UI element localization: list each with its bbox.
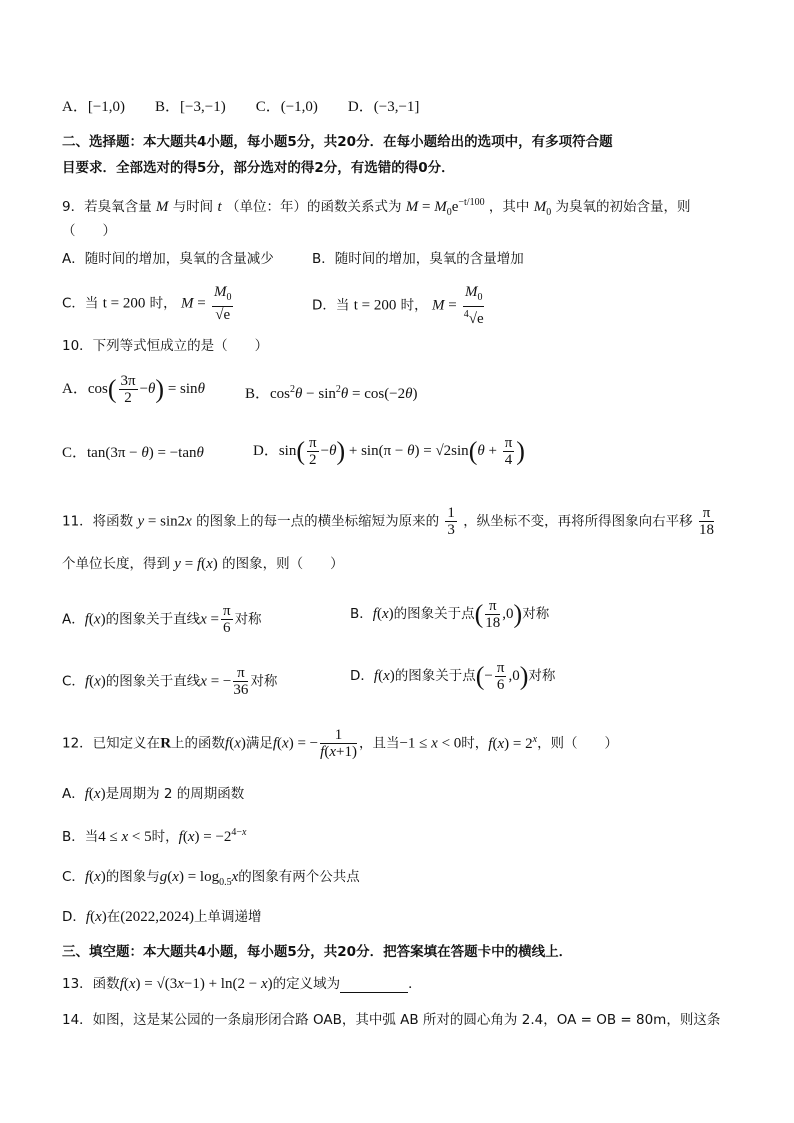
q11-option-c: C．f(x)的图象关于直线x = − $\frac{\pi}{36}$ 对称 [62,665,278,698]
q10-option-d: D．sin( $\frac{\pi}{2}$ −θ) + sin(π − θ) = √2sin(θ + $\frac{\pi}{4}$ ) [253,435,525,468]
q11-option-a: A．f(x)的图象关于直线x = $\frac{\pi}{6}$ 对称 [62,603,262,636]
q12-option-b: B．当4 ≤ x < 5时，$f(x) = -2^{4-x}$ [62,827,247,845]
section3-header: 三、填空题：本大题共4小题，每小题5分，共20分．把答案填在答题卡中的横线上． [62,944,573,960]
q12-option-d: D．f(x)在(2022,2024)上单调递增 [62,909,262,925]
q12-option-a: A．f(x)是周期为 2 的周期函数 [62,786,245,802]
q13-stem: 13．函数f(x) = √(3x−1) + ln(2 − x)的定义域为 ． [62,976,422,992]
q11-option-d: D．f(x)的图象关于点(− $\frac{\pi}{6}$ ,0)对称 [350,660,556,693]
q12-option-c: C．f(x)的图象与$g(x) = \log_{0.5}x$的图象有两个公共点 [62,869,360,888]
q9-option-c: C．当 t = 200 时， M = $\frac{M_0}{√e}$ [62,284,232,323]
section2-line2: 目要求．全部选对的得5分，部分选对的得2分，有选错的得0分． [62,160,455,176]
q11-stem-2: 个单位长度，得到 y = f(x) 的图象，则（ ） [62,556,344,572]
q10-stem: 10．下列等式恒成立的是（ ） [62,338,269,354]
q10-option-c: C．tan(3π − θ) = −tanθ [62,445,204,461]
q14-stem: 14．如图，这是某公园的一条扇形闭合路 OAB，其中弧 AB 所对的圆心角为 2.4，OA = OB = 80m，则这条 [62,1012,721,1028]
answer-blank[interactable] [340,978,408,993]
q9-paren: （ ） [62,223,116,239]
q9-option-b: B．随时间的增加，臭氧的含量增加 [312,251,524,267]
q8-options: A．[−1,0) B．[−3,−1) C．(−1,0) D．(−3,−1] [62,99,420,115]
section2-line1: 二、选择题：本大题共4小题，每小题5分，共20分．在每小题给出的选项中，有多项符合题 [62,134,613,150]
q10-option-b: B．$\cos^2\theta - \sin^2\theta = \cos(-2\theta)$ [245,384,418,402]
q9-stem: 9．若臭氧含量 M 与时间 t （单位：年）的函数关系式为 $M = M_0e^{-t/100}$ ，其中 $M_0$ 为臭氧的初始含量，则 [62,197,691,218]
q12-stem: 12．已知定义在R上的函数f(x)满足f(x) = − $\frac{1}{f(x+1)}$ ，且当−1 ≤ x < 0时，$f(x) = 2^x$，则（ ） [62,727,619,760]
q11-option-b: B．f(x)的图象关于点( $\frac{\pi}{18}$ ,0)对称 [350,598,550,631]
q9-option-d: D．当 t = 200 时， M = $\frac{M_0}{^4√e}$ [312,284,484,327]
q9-formula: $M = M_0e^{-t/100}$ [405,197,485,218]
q11-stem: 11．将函数 y = sin2x 的图象上的每一点的横坐标缩短为原来的 $\frac{1}{3}$ ，纵坐标不变，再将所得图象向右平移 $\frac{\pi}{18}$ [62,505,714,538]
q10-option-a: A．cos( $\frac{3\pi}{2}$ −θ) = sinθ [62,373,205,406]
q9-option-a: A．随时间的增加，臭氧的含量减少 [62,251,274,267]
